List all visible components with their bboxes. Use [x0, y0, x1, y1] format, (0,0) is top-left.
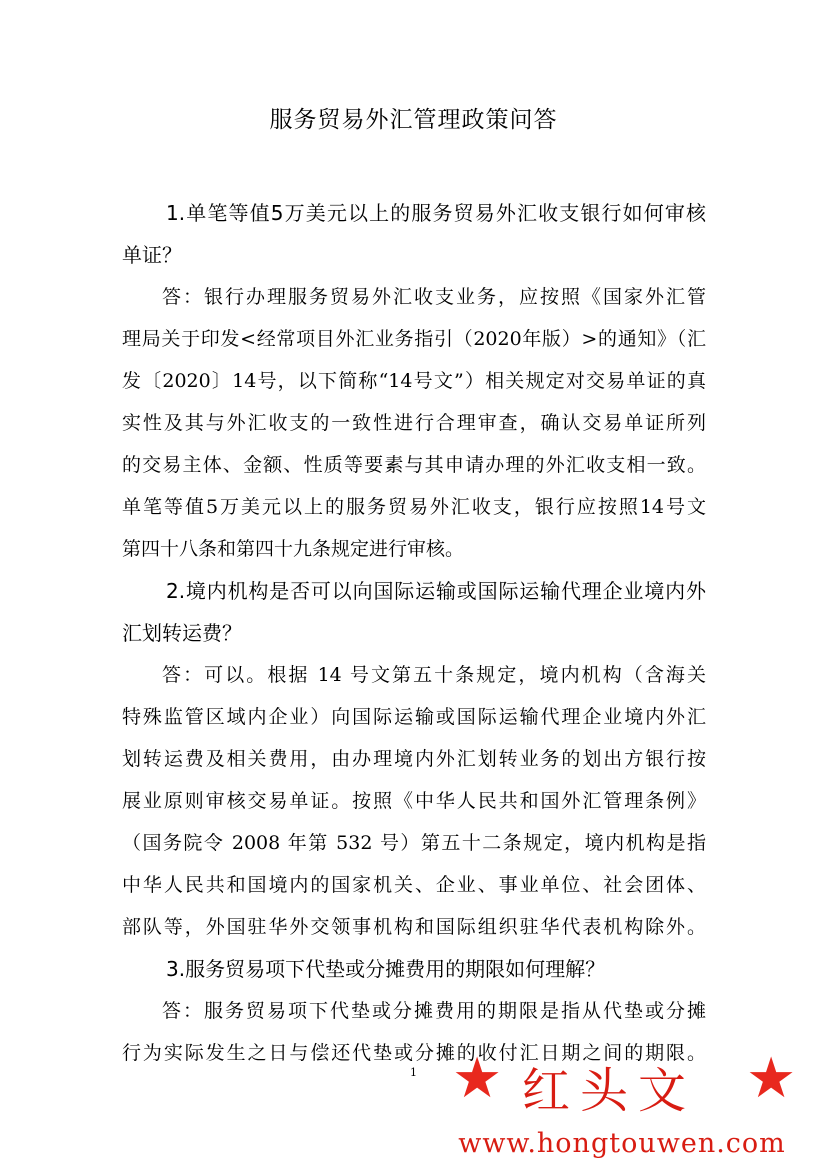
question-heading-line: 单证？	[122, 243, 182, 267]
document-title: 服务贸易外汇管理政策问答	[269, 107, 558, 133]
watermark-star-left-icon: ★	[452, 1046, 503, 1111]
question-heading-line: 汇划转运费？	[122, 621, 242, 645]
answer-text-line: 展业原则审核交易单证。按照《中华人民共和国外汇管理条例》	[122, 790, 706, 812]
answer-text-line: 第四十八条和第四十九条规定进行审核。	[122, 538, 465, 560]
question-heading-line: 3.服务贸易项下代垫或分摊费用的期限如何理解？	[166, 957, 606, 981]
answer-text-line: 理局关于印发<经常项目外汇业务指引（2020年版）>的通知》（汇	[122, 328, 706, 350]
question-heading-line: 1.单笔等值5万美元以上的服务贸易外汇收支银行如何审核	[166, 201, 706, 225]
page-number: 1	[410, 1066, 417, 1079]
answer-text-line: 部队等，外国驻华外交领事机构和国际组织驻华代表机构除外。	[122, 916, 706, 938]
answer-text-line: 发〔2020〕14号，以下简称“14号文”）相关规定对交易单证的真	[122, 370, 706, 392]
answer-text-line: 答：可以。根据 14 号文第五十条规定，境内机构（含海关	[162, 664, 706, 686]
question-heading-line: 2.境内机构是否可以向国际运输或国际运输代理企业境内外	[166, 579, 706, 603]
watermark-url: www.hongtouwen.com	[458, 1128, 786, 1159]
answer-text-line: 单笔等值5万美元以上的服务贸易外汇收支，银行应按照14号文	[122, 496, 706, 518]
answer-text-line: 答：服务贸易项下代垫或分摊费用的期限是指从代垫或分摊	[162, 1000, 706, 1022]
answer-text-line: 答：银行办理服务贸易外汇收支业务，应按照《国家外汇管	[162, 286, 706, 308]
answer-text-line: （国务院令 2008 年第 532 号）第五十二条规定，境内机构是指	[122, 832, 706, 854]
answer-text-line: 的交易主体、金额、性质等要素与其申请办理的外汇收支相一致。	[122, 454, 706, 476]
answer-text-line: 实性及其与外汇收支的一致性进行合理审查，确认交易单证所列	[122, 412, 706, 434]
watermark-text: 红头文	[522, 1063, 697, 1119]
answer-text-line: 划转运费及相关费用，由办理境内外汇划转业务的划出方银行按	[122, 748, 706, 770]
watermark-star-right-icon: ★	[746, 1046, 797, 1111]
answer-text-line: 中华人民共和国境内的国家机关、企业、事业单位、社会团体、	[122, 874, 706, 896]
answer-text-line: 行为实际发生之日与偿还代垫或分摊的收付汇日期之间的期限。	[122, 1042, 706, 1064]
answer-text-line: 特殊监管区域内企业）向国际运输或国际运输代理企业境内外汇	[122, 706, 706, 728]
